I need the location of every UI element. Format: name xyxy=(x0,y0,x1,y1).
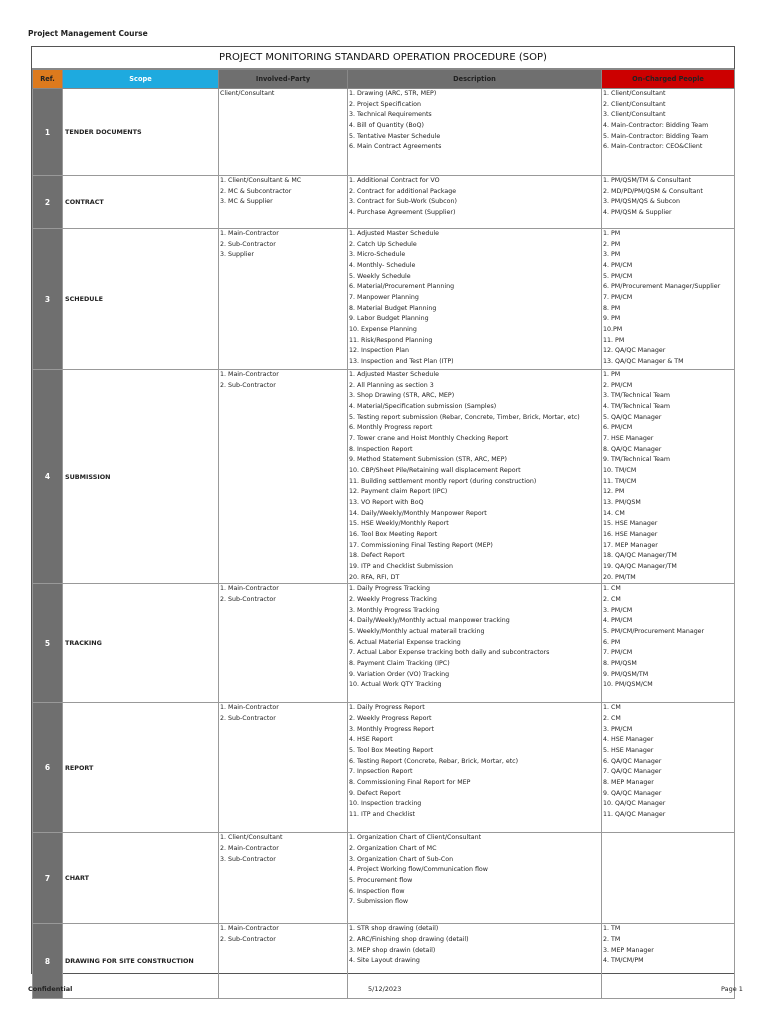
cell-line: 9. Method Statement Submission (STR, ARC, MEP) xyxy=(349,456,507,464)
scope-cell: SCHEDULE xyxy=(63,229,219,370)
scope-cell: TRACKING xyxy=(63,584,219,703)
cell-line: 5. PM/CM xyxy=(603,272,633,280)
cell-line: 15. HSE Weekly/Monthly Report xyxy=(349,520,449,528)
on-charged-header: On-Charged People xyxy=(602,70,735,89)
cell-line: 4. Bill of Quantity (BoQ) xyxy=(349,122,424,130)
involved-party-cell xyxy=(219,924,348,999)
description-header: Description xyxy=(348,70,602,89)
cell-line: 1. Client/Consultant & MC xyxy=(220,177,302,184)
cell-line: 1. Main-Contractor xyxy=(220,371,279,378)
involved-party-cell xyxy=(219,89,348,176)
cell-line: 12. QA/QC Manager xyxy=(603,347,666,355)
cell-line: 7. Inpsection Report xyxy=(349,768,413,776)
cell-line: 4. Main-Contractor: Bidding Team xyxy=(603,122,709,130)
cell-line: 17. MEP Manager xyxy=(603,541,658,549)
cell-line: 2. Contract for additional Package xyxy=(349,187,457,195)
cell-line: 7. Manpower Planning xyxy=(349,294,419,302)
cell-line: 3. PM/CM xyxy=(603,606,633,614)
cell-line: 5. PM/CM/Procurement Manager xyxy=(603,628,705,636)
cell-line: 9. Variation Order (VO) Tracking xyxy=(349,670,450,678)
cell-line: 1. Organization Chart of Client/Consultant xyxy=(349,834,482,842)
cell-line: 2. Organization Chart of MC xyxy=(349,845,437,853)
footer-date: 5/12/2023 xyxy=(368,985,402,993)
description-cell xyxy=(348,229,602,370)
cell-line: 4. Daily/Weekly/Monthly actual manpower tracking xyxy=(349,617,510,625)
cell-line: 7. HSE Manager xyxy=(603,435,654,443)
cell-line: 2. Sub-Contractor xyxy=(220,381,276,389)
cell-line: 5. Testing report submission (Rebar, Concrete, Timber, Brick, Mortar, etc) xyxy=(349,413,580,421)
ref-cell: 5 xyxy=(33,584,63,703)
cell-line: 6. PM/CM xyxy=(603,424,633,432)
cell-line: 1. STR shop drawing (detail) xyxy=(349,925,439,933)
cell-line: 8. MEP Manager xyxy=(603,779,654,787)
cell-line: 5. Tool Box Meeting Report xyxy=(349,747,434,755)
cell-line: 2. TM xyxy=(603,936,621,944)
cell-line: 14. Daily/Weekly/Monthly Manpower Report xyxy=(349,509,487,517)
cell-line: 2. Weekly Progress Tracking xyxy=(349,596,437,604)
cell-line: 11. PM xyxy=(603,336,625,344)
on-charged-cell xyxy=(602,89,735,176)
cell-line: 2. Client/Consultant xyxy=(603,100,666,108)
cell-line: 1. Main-Contractor xyxy=(220,585,279,593)
course-title: Project Management Course xyxy=(28,29,148,38)
cell-line: 1. TM xyxy=(603,925,621,933)
cell-line: 4. Purchase Agreement (Supplier) xyxy=(349,209,456,217)
cell-line: 8. PM xyxy=(603,304,621,312)
cell-line: 2. PM xyxy=(603,240,621,248)
cell-line: 4. HSE Manager xyxy=(603,736,654,744)
cell-line: 4. HSE Report xyxy=(349,736,393,744)
footer-page: Page 1 xyxy=(721,985,743,993)
cell-line: 6. Material/Procurement Planning xyxy=(349,283,455,291)
cell-line: 3. Client/Consultant xyxy=(603,111,666,119)
cell-line: 7. QA/QC Manager xyxy=(603,768,662,776)
cell-line: Client/Consultant xyxy=(220,90,275,97)
cell-line: 13. Inspection and Test Plan (ITP) xyxy=(349,358,454,366)
cell-line: 9. PM xyxy=(603,315,621,323)
table-row xyxy=(33,229,735,370)
cell-line: 8. Material Budget Planning xyxy=(349,304,437,312)
sop-sheet xyxy=(31,46,735,974)
cell-line: 2. Sub-Contractor xyxy=(220,715,276,723)
cell-line: 10. CBP/Sheet Pile/Retaining wall displacement Report xyxy=(349,467,521,475)
cell-line: 9. Defect Report xyxy=(349,789,401,797)
cell-line: 6. Actual Material Expense tracking xyxy=(349,638,461,646)
cell-line: 2. Sub-Contractor xyxy=(220,240,276,248)
involved-party-header: Involved-Party xyxy=(219,70,348,89)
cell-line: 1. Main-Contractor xyxy=(220,704,279,712)
cell-line: 12. Inspection Plan xyxy=(349,347,409,355)
cell-line: 3. Technical Requirements xyxy=(349,111,432,119)
cell-line: 1. Additional Contract for VO xyxy=(349,177,440,184)
sheet-title: PROJECT MONITORING STANDARD OPERATION PROCEDURE (SOP) xyxy=(32,47,734,69)
involved-party-cell xyxy=(219,833,348,924)
cell-line: 3. Supplier xyxy=(220,251,254,259)
cell-line: 18. Defect Report xyxy=(349,552,405,560)
cell-line: 20. PM/TM xyxy=(603,573,636,581)
cell-line: 3. PM/CM xyxy=(603,725,633,733)
cell-line: 16. Tool Box Meeting Report xyxy=(349,531,438,539)
cell-line: 1. Main-Contractor xyxy=(220,925,279,933)
cell-line: 1. PM xyxy=(603,371,621,378)
on-charged-cell xyxy=(602,176,735,229)
cell-line: 2. Catch Up Schedule xyxy=(349,240,417,248)
cell-line: 5. Weekly/Monthly actual materail tracking xyxy=(349,628,485,636)
involved-party-cell xyxy=(219,229,348,370)
cell-line: 2. Main-Contractor xyxy=(220,845,279,853)
cell-line: 11. QA/QC Manager xyxy=(603,811,666,819)
cell-line: 20. RFA, RFI, DT xyxy=(349,573,400,581)
cell-line: 3. Micro-Schedule xyxy=(349,251,406,259)
cell-line: 5. Main-Contractor: Bidding Team xyxy=(603,132,709,140)
cell-line: 6. PM xyxy=(603,638,621,646)
cell-line: 10.PM xyxy=(603,326,623,334)
table-row xyxy=(33,89,735,176)
cell-line: 15. HSE Manager xyxy=(603,520,658,528)
table-row xyxy=(33,584,735,703)
cell-line: 4. Project Working flow/Communication flow xyxy=(349,866,488,874)
cell-line: 9. Labor Budget Planning xyxy=(349,315,429,323)
cell-line: 10. QA/QC Manager xyxy=(603,800,666,808)
cell-line: 19. ITP and Checklist Submission xyxy=(349,563,454,571)
ref-cell: 3 xyxy=(33,229,63,370)
cell-line: 2. ARC/Finishing shop drawing (detail) xyxy=(349,936,469,944)
cell-line: 5. Weekly Schedule xyxy=(349,272,411,280)
description-cell xyxy=(348,176,602,229)
ref-cell: 7 xyxy=(33,833,63,924)
cell-line: 11. ITP and Checklist xyxy=(349,811,415,819)
cell-line: 2. Sub-Contractor xyxy=(220,936,276,944)
ref-header: Ref. xyxy=(33,70,63,89)
description-cell xyxy=(348,89,602,176)
cell-line: 6. Inspection flow xyxy=(349,887,405,895)
cell-line: 9. PM/QSM/TM xyxy=(603,670,649,678)
involved-party-cell xyxy=(219,703,348,833)
cell-line: 3. Organization Chart of Sub-Con xyxy=(349,855,454,863)
cell-line: 6. Testing Report (Concrete, Rebar, Brick, Mortar, etc) xyxy=(349,757,519,765)
cell-line: 1. Client/Consultant xyxy=(220,834,283,842)
cell-line: 6. QA/QC Manager xyxy=(603,757,662,765)
on-charged-cell xyxy=(602,924,735,999)
cell-line: 8. Payment Claim Tracking (IPC) xyxy=(349,660,450,668)
description-cell xyxy=(348,370,602,584)
scope-cell: REPORT xyxy=(63,703,219,833)
cell-line: 4. Material/Specification submission (Samples) xyxy=(349,403,497,411)
ref-cell: 1 xyxy=(33,89,63,176)
cell-line: 7. Tower crane and Hoist Monthly Checking Report xyxy=(349,435,509,443)
cell-line: 4. TM/Technical Team xyxy=(603,403,670,411)
cell-line: 1. PM xyxy=(603,230,621,237)
cell-line: 4. Site Layout drawing xyxy=(349,957,420,965)
cell-line: 4. PM/CM xyxy=(603,262,633,270)
cell-line: 1. Main-Contractor xyxy=(220,230,279,237)
scope-cell: DRAWING FOR SITE CONSTRUCTION xyxy=(63,924,219,999)
cell-line: 18. QA/QC Manager/TM xyxy=(603,552,677,560)
cell-line: 12. Payment claim Report (IPC) xyxy=(349,488,448,496)
cell-line: 3. Monthly Progress Report xyxy=(349,725,434,733)
cell-line: 6. Main Contract Agreements xyxy=(349,143,442,151)
cell-line: 5. Tentative Master Schedule xyxy=(349,132,441,140)
involved-party-cell xyxy=(219,370,348,584)
cell-line: 3. PM xyxy=(603,251,621,259)
cell-line: 7. Submission flow xyxy=(349,898,409,906)
cell-line: 10. Expense Planning xyxy=(349,326,417,334)
cell-line: 3. Contract for Sub-Work (Subcon) xyxy=(349,198,457,206)
cell-line: 7. PM/CM xyxy=(603,294,633,302)
cell-line: 13. VO Report with BoQ xyxy=(349,499,424,507)
cell-line: 3. PM/QSM/QS & Subcon xyxy=(603,198,681,206)
cell-line: 7. Actual Labor Expense tracking both daily and subcontractors xyxy=(349,649,550,657)
on-charged-cell xyxy=(602,229,735,370)
cell-line: 1. Drawing (ARC, STR, MEP) xyxy=(349,90,437,97)
cell-line: 19. QA/QC Manager/TM xyxy=(603,563,677,571)
scope-header: Scope xyxy=(63,70,219,89)
cell-line: 8. Commissioning Final Report for MEP xyxy=(349,779,471,787)
cell-line: 1. CM xyxy=(603,585,621,593)
ref-cell: 6 xyxy=(33,703,63,833)
scope-cell: TENDER DOCUMENTS xyxy=(63,89,219,176)
table-row xyxy=(33,176,735,229)
ref-cell: 4 xyxy=(33,370,63,584)
cell-line: 1. CM xyxy=(603,704,621,712)
cell-line: 3. MEP shop drawin (detail) xyxy=(349,946,436,954)
cell-line: 8. Inspection Report xyxy=(349,445,413,453)
cell-line: 10. TM/CM xyxy=(603,467,637,475)
table-row xyxy=(33,370,735,584)
description-cell xyxy=(348,833,602,924)
cell-line: 2. CM xyxy=(603,596,621,604)
cell-line: 2. MD/PD/PM/QSM & Consultant xyxy=(603,187,703,195)
table-row xyxy=(33,833,735,924)
cell-line: 2. MC & Subcontractor xyxy=(220,187,292,195)
cell-line: 13. PM/QSM xyxy=(603,499,641,507)
cell-line: 5. Procurement flow xyxy=(349,877,413,885)
cell-line: 6. Main-Contractor: CEO&Client xyxy=(603,143,703,151)
cell-line: 1. Daily Progress Tracking xyxy=(349,585,431,593)
on-charged-cell xyxy=(602,370,735,584)
cell-line: 9. QA/QC Manager xyxy=(603,789,662,797)
cell-line: 1. Client/Consultant xyxy=(603,90,666,97)
cell-line: 3. Sub-Contractor xyxy=(220,855,276,863)
scope-cell: CONTRACT xyxy=(63,176,219,229)
description-cell xyxy=(348,584,602,703)
scope-cell: CHART xyxy=(63,833,219,924)
involved-party-cell xyxy=(219,176,348,229)
cell-line: 3. Monthly Progress Tracking xyxy=(349,606,440,614)
cell-line: 2. PM/CM xyxy=(603,381,633,389)
cell-line: 11. TM/CM xyxy=(603,477,637,485)
cell-line: 9. TM/Technical Team xyxy=(603,456,670,464)
cell-line: 2. Weekly Progress Report xyxy=(349,715,432,723)
cell-line: 3. MEP Manager xyxy=(603,946,654,954)
cell-line: 7. PM/CM xyxy=(603,649,633,657)
cell-line: 8. QA/QC Manager xyxy=(603,445,662,453)
cell-line: 16. HSE Manager xyxy=(603,531,658,539)
on-charged-cell xyxy=(602,703,735,833)
cell-line: 2. Sub-Contractor xyxy=(220,596,276,604)
cell-line: 17. Commissioning Final Testing Report (MEP) xyxy=(349,541,493,549)
cell-line: 3. MC & Supplier xyxy=(220,198,273,206)
on-charged-cell xyxy=(602,584,735,703)
cell-line: 4. PM/QSM & Supplier xyxy=(603,209,672,217)
cell-line: 3. TM/Technical Team xyxy=(603,392,670,400)
cell-line: 2. Project Specification xyxy=(349,100,421,108)
cell-line: 1. Adjusted Master Schedule xyxy=(349,230,440,237)
cell-line: 11. Risk/Respond Planning xyxy=(349,336,433,344)
involved-party-cell xyxy=(219,584,348,703)
cell-line: 2. All Planning as section 3 xyxy=(349,381,434,389)
cell-line: 1. PM/QSM/TM & Consultant xyxy=(603,177,692,184)
cell-line: 6. PM/Procurement Manager/Supplier xyxy=(603,283,721,291)
cell-line: 10. Inspection tracking xyxy=(349,800,422,808)
cell-line: 8. PM/QSM xyxy=(603,660,637,668)
cell-line: 5. QA/QC Manager xyxy=(603,413,662,421)
description-cell xyxy=(348,703,602,833)
cell-line: 1. Daily Progress Report xyxy=(349,704,425,712)
cell-line: 2. CM xyxy=(603,715,621,723)
header-row xyxy=(33,70,735,89)
cell-line: 5. HSE Manager xyxy=(603,747,654,755)
on-charged-cell xyxy=(602,833,735,924)
sop-table xyxy=(32,69,735,999)
cell-line: 4. PM/CM xyxy=(603,617,633,625)
scope-cell: SUBMISSION xyxy=(63,370,219,584)
cell-line: 3. Shop Drawing (STR, ARC, MEP) xyxy=(349,392,455,400)
cell-line: 10. Actual Work QTY Tracking xyxy=(349,681,442,689)
cell-line: 1. Adjusted Master Schedule xyxy=(349,371,440,378)
ref-cell: 2 xyxy=(33,176,63,229)
cell-line: 11. Building settlement montly report (during construction) xyxy=(349,477,537,485)
footer-confidential: Confidential xyxy=(28,985,73,993)
cell-line: 4. TM/CM/PM xyxy=(603,957,644,965)
cell-line: 12. PM xyxy=(603,488,625,496)
table-row xyxy=(33,703,735,833)
cell-line: 6. Monthly Progress report xyxy=(349,424,433,432)
ref-cell: 8 xyxy=(33,924,63,999)
cell-line: 13. QA/QC Manager & TM xyxy=(603,358,684,366)
cell-line: 14. CM xyxy=(603,509,625,517)
cell-line: 10. PM/QSM/CM xyxy=(603,681,653,689)
cell-line: 4. Monthly- Schedule xyxy=(349,262,416,270)
